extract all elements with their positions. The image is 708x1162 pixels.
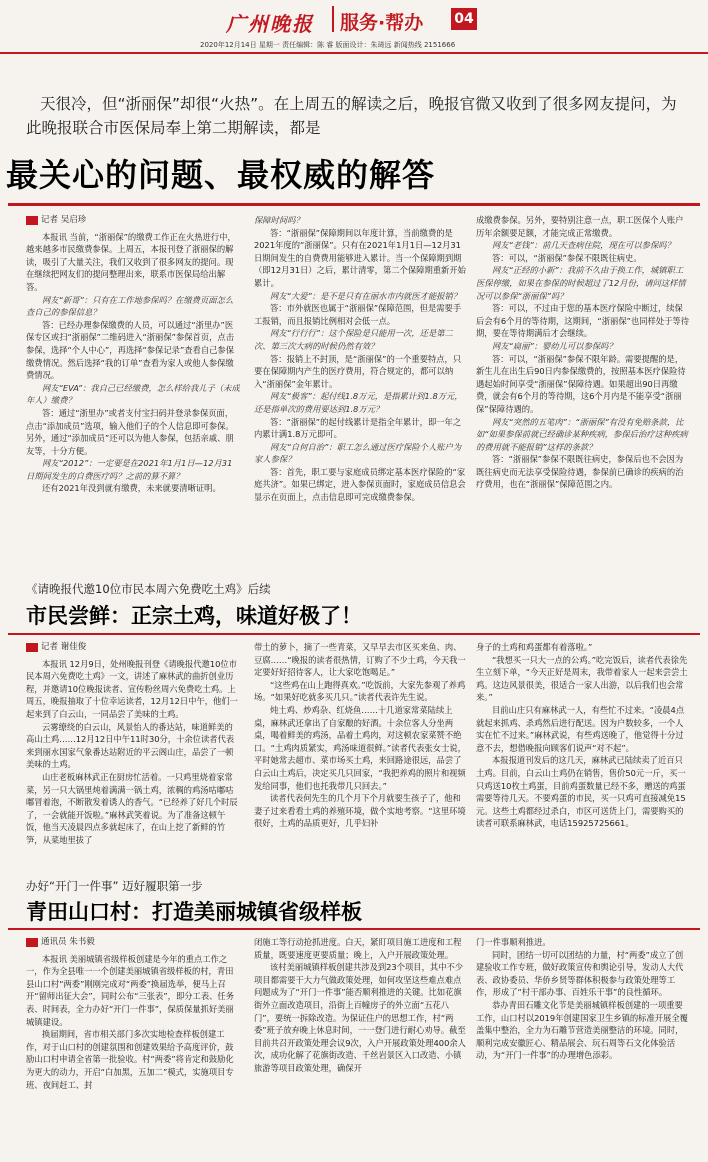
story2-column-2 — [254, 641, 468, 865]
paragraph: 网友“极客”：起付线1.8万元，是指累计到1.8万元，还是指单次的费用要达到1.8万元？ — [254, 391, 463, 414]
story3-column-3-body — [476, 936, 690, 1062]
paragraph: 门一件事顺利推进。 — [476, 937, 551, 947]
masthead-info: 2020年12月14日 星期一 责任编辑：陈 睿 版面设计：朱琦远 新闻热线 2151666 — [200, 41, 456, 49]
story1-column-2-body — [254, 214, 468, 504]
paragraph: 保障时间吗？ — [254, 215, 304, 225]
paragraph: 恭办青田石雕文化节是美丽城镇样板创建的一项重要工作，山口村以2019年创建国家卫生乡镇的标准开展全覆盖集中整治，全力为石雕节营造美丽整洁的环境。同时，顺利完成安徽匠心、精品展会、玩石周等石文化体验活动，为“开门一件事”的办理增色添彩。 — [476, 999, 688, 1061]
section-title: 服务·帮办 — [340, 12, 424, 34]
byline-text: 记者 吴启珍 — [41, 215, 87, 225]
story2-column-2-body — [254, 641, 468, 830]
paragraph: 答：可以，“浙丽保”参保不限既往病史。 — [492, 252, 642, 263]
story3-column-1 — [26, 936, 240, 1156]
byline-text: 记者 谢佳俊 — [41, 642, 87, 652]
story1-column-1-body — [26, 231, 240, 495]
paragraph: 答：已经办理参保缴费的人员，可以通过“浙里办”医保专区或扫“浙丽保”二维码进入“浙丽保”参保首页，点击参保，选择“个人中心”，再选择“参保记录”查看自己参保缴费情况。然后选择“我的订单”查看为家人或他人参保缴费情况。 — [26, 319, 235, 381]
paragraph: 换届期间，省市相关部门多次实地检查样板创建工作，对于山口村的创建氛围和创建效果给予高度评价，鼓励山口村申请全省第一批验收。村“两委”将肯定和鼓励化为更大的动力，开启“白加黑，五加二”模式，实施项目专班、夜间赶工、封 — [26, 1029, 234, 1090]
story3-byline — [26, 936, 240, 949]
story1-column-1 — [26, 214, 240, 544]
paragraph: 网友“扁丽”：婴幼儿可以参保吗？ — [492, 340, 617, 351]
story1-column-2 — [254, 214, 468, 544]
byline-marker-icon — [26, 938, 38, 947]
masthead — [0, 0, 708, 52]
story1-headline: 最关心的问题、最权威的解答 — [6, 156, 436, 194]
paragraph: 炖土鸡、炒鸡杂、红烧鱼……十几道家常菜陆续上桌，麻林武还拿出了自家酿的好酒。十余位客人分坐两桌，喝着鲜美的鸡汤，品着土鸡肉，对这顿农家菜赞不绝口。“土鸡肉质紧实，鸡汤味道很鲜。”读者代表张女士说，平时她常去超市、菜市场买土鸡，来回路途很远，品尝了白云山土鸡后，决定买几只回家，“我把养鸡的照片和视频发给同事，他们也托我带几只回去。” — [254, 704, 466, 791]
story1-byline — [26, 214, 240, 227]
paragraph: 还有2021年没到就有缴费，未来就要清晰证明。 — [42, 483, 221, 494]
paragraph: “我想买一只大一点的公鸡。”吃完饭后，读者代表徐先生立刻下单，“今天正好是周末，我带着家人一起来尝尝土鸡。这边风景很美，很适合一家人出游，以后我们也会常来。” — [476, 654, 688, 703]
paragraph: 山庄老板麻林武正在厨房忙活着。一只鸡里烧着家常菜，另一只大锅里炖着满满一锅土鸡，浓稠的鸡汤咕嘟咕嘟冒着泡，不断散发着诱人的香气。“已经养了好几个时辰了，一会就能开饭啦。”麻林武笑着说。为了准备这顿午饭，他当天凌晨四点多就起床了，在山上挖了新鲜的竹笋，从菜地里拔了 — [26, 771, 238, 845]
story3-kicker: 办好“开门一件事” 迈好履职第一步 — [26, 879, 203, 893]
paragraph: 本报讯 当前，“浙丽保”的缴费工作正在火热进行中，越来越多市民缴费参保。上周五，本报刊登了浙丽保的解读，吸引了大量关注，我们又收到了很多网友的提问。现在继续把网友们的提问整理出来，联系市医保局给出解答。 — [26, 231, 236, 292]
paragraph: 本报讯 12月9日，处州晚报刊登《请晚报代邀10位市民本周六免费吃土鸡》一文，讲述了麻林武的曲折创业历程，并邀请10位晚报读者、宣传粉丝周六免费吃土鸡。上周五，晚报抽取了十位幸运读者，12月12日中午，他们一起来到了白云山，一同品尝了美味的土鸡。 — [26, 658, 238, 719]
paragraph: 云雾缭绕的白云山，风景怡人的番达站，味道鲜美的高山土鸡……12月12日中午11时30分，十余位读者代表来到丽水国家气象番达站附近的平云阁山庄，品尝了一顿美味的土鸡。 — [26, 721, 235, 770]
paragraph: 目前山庄只有麻林武一人，有些忙不过来。“凌晨4点就起来抓鸡、杀鸡然后进行配送。因为户数较多，一个人实在忙不过来。”麻林武说，有些鸡送晚了，他觉得十分过意不去，想借晚报向顾客们说声“对不起”。 — [476, 704, 685, 753]
story3-column-2-body — [254, 936, 468, 1075]
paragraph: 答：“浙丽保”的起付线累计是指全年累计，即一年之内累计满1.8万元即可。 — [254, 416, 462, 440]
story2-kicker: 《请晚报代邀10位市民本周六免费吃土鸡》后续 — [26, 582, 271, 596]
paragraph: 闭施工等行动抢抓进度。白天，紧盯项目施工进度和工程质量，既要速度更要质量；晚上，入户开展政策处理。 — [254, 937, 462, 960]
story2-column-3-body — [476, 641, 690, 830]
paragraph: 答：“浙丽保”保障期间以年度计算，当前缴费的是2021年度的“浙丽保”。只有在2021年1月1日—12月31日期间发生的自费费用能够进入累计。当一个保障期到期（即12月31日）之后，累计清零，第二个保障期重新开始累计。 — [254, 227, 466, 288]
story2-byline — [26, 641, 240, 654]
story2-headline: 市民尝鲜：正宗土鸡，味道好极了！ — [26, 604, 362, 628]
story2-column-1-body — [26, 658, 240, 847]
story3-headline: 青田山口村：打造美丽城镇省级样板 — [26, 900, 362, 924]
story1-column-3 — [476, 214, 690, 544]
paragraph: 网友“EVA”：我自己已经缴费，怎么样给我儿子（未成年人）缴费？ — [26, 382, 240, 406]
paragraph: 网友“老钱”：前几天查病住院，现在可以参保吗？ — [492, 240, 675, 251]
paragraph: 网友“自何自治”：职工怎么通过医疗保险个人账户为家人参保？ — [254, 441, 462, 465]
story3-rule — [8, 928, 700, 930]
paragraph: 网友“突然的五笔肉”：“浙丽保”有没有免赔条款，比如“如果参保前就已经确诊某种疾病，参保后治疗这种疾病的费用就不能报销”这样的条款？ — [476, 416, 688, 452]
story1-rule — [8, 203, 700, 206]
paragraph: 答：“浙丽保”参保不限既往病史，参保后也不会因为既往病史而无法享受保险待遇，参保前已确诊的疾病的治疗费用，也在“浙丽保”保障范围之内。 — [476, 454, 684, 490]
paragraph: 答：可以，不过由于您的基本医疗保险中断过，续保后会有6个月的等待期，这期间，“浙丽保”也同样处于等待期，要在等待期满后才会继续。 — [476, 303, 690, 339]
story2-column-3 — [476, 641, 690, 865]
story1-intro: 天很冷，但“浙丽保”却很“火热”。在上周五的解读之后，晚报官微又收到了很多网友提问，为此晚报联合市医保局奉上第二期解读，都是 — [26, 95, 677, 137]
story2-column-1 — [26, 641, 240, 865]
story3-column-2 — [254, 936, 468, 1156]
paragraph: 成缴费参保。另外，要特别注意一点，职工医保个人账户历年余额要足额，才能完成正常缴费。 — [476, 215, 684, 238]
paragraph: 答：可以，“浙丽保”参保不限年龄。需要提醒的是，新生儿在出生后90日内参保缴费的，按照基本医疗保险待遇起始时间享受“浙丽保”保障待遇。如果超出90日再缴费，就会有6个月的等待期，这6个月内是不能享受“浙丽保”保障待遇的。 — [476, 353, 686, 414]
paragraph: “这些鸡在山上跑得真欢。”吃饭前，大家先参观了养鸡场。“如果好吃就多买几只。”读者代表许先生说。 — [254, 679, 466, 703]
byline-marker-icon — [26, 216, 38, 225]
paragraph: 网友“大爱”：是不是只有在丽水市内就医才能报销？ — [270, 290, 462, 301]
paragraph: 该村美丽城镇样板创建共涉及到23个项目，其中不少项目都需要干大力气做政策处理，如何攻坚这些难点难点问题成为了“开门一件事”能否顺利推进的关键。比如花旗街外立面改造项目，沿街上百幢房子的外立面“五花八门”，要统一拆除改造。为保证住户的思想工作，村“两委”班子放弃晚上休息时间，一一登门进行耐心劝导。截至目前共召开政策处理会议9次，入户开展政策处理400余人次，成功化解了花旗街改造、千丝岩景区入口改造、小镇旅游等项目政策处理，确保开 — [254, 962, 466, 1073]
story1-column-3-body — [476, 214, 690, 491]
byline-marker-icon — [26, 643, 38, 652]
paragraph: 网友“2012”：一定要是在2021年1月1日—12月31日期间发生的自费医疗吗？之前的算不算？ — [26, 458, 233, 481]
paragraph: 读者代表何先生的几个月下个月就要生孩子了，他和妻子过来看看土鸡的养殖环境，做个实地考察。“这里环境很好，土鸡的品质更好，几乎妇补 — [254, 793, 466, 829]
paragraph: 网友“正经的小新”：我前不久由于换工作，城镇职工医保停缴，如果在参保的时候超过了12月份，请问这样情况可以参保“浙丽保”吗？ — [476, 265, 686, 301]
paragraph: 答：报销上不封顶，是“浙丽保”的一个重要特点，只要在保障期内产生的医疗费用，符合规定的，都可以纳入“浙丽保”金年累计。 — [254, 353, 462, 389]
paragraph: 带土的萝卜，摘了一些青菜，又早早去市区买来鱼、肉、豆腐……“晚报的读者很热情，订购了不少土鸡，今天我一定要好好招待客人，让大家吃饱喝足。” — [254, 642, 466, 678]
paragraph: 同时，团结一切可以团结的力量，村“两委”成立了创建验收工作专班，做好政策宣传和舆论引导，发动人大代表、政协委员、华侨乡贤等群体积极参与政策处理等工作，形成了“村干部办事、百姓乐干事”的良性循环。 — [476, 949, 684, 998]
paragraph: 本报报道刊发后的这几天，麻林武已陆续卖了近百只土鸡。目前，白云山土鸡仍在销售，售价50元一斤，买一只鸡送10枚土鸡蛋，目前鸡蛋数量已经不多，赠送的鸡蛋需要等待几天。不要鸡蛋的市民，买一只鸡可直接减免15元。这些土鸡都经过杀白，市区可送货上门，需要购买的读者可联系麻林武，电话15925725661。 — [476, 755, 686, 829]
masthead-divider — [332, 6, 334, 32]
paragraph: 身子的土鸡和鸡蛋都有着落啦。” — [476, 642, 593, 652]
story3-column-1-body — [26, 953, 240, 1092]
paragraph: 网友“行行行”：这个保险是只能用一次，还是第二次、第三次大病的时候仍然有效？ — [254, 328, 453, 351]
masthead-rule — [0, 52, 708, 54]
paragraph: 答：市外就医也属于“浙丽保”保障范围，但是需要手工报销，而且报销比例相对会低一点。 — [254, 303, 462, 326]
paragraph: 答：通过“浙里办”或者支付宝扫码并登录参保页面，点击“添加成员”选项，输入他们子的个人信息即可参保。另外，通过“添加成员”还可以为他人参保，包括亲戚、朋友等，十分方便。 — [26, 407, 234, 456]
page-number-badge: 04 — [451, 8, 477, 30]
story2-rule — [8, 633, 700, 635]
newspaper-logo: 广州晚报 — [226, 12, 314, 36]
byline-text: 通讯员 朱书毅 — [41, 937, 95, 947]
paragraph: 本报讯 美丽城镇省级样板创建是今年的重点工作之一，作为全县唯一一个创建美丽城镇省级样板的村，青田县山口村“两委”刚刚完成对“两委”换届选举，便马上召开“留师出征大会”，同时公布“三张表”，即分工表、任务表、时间表，全力办好“开门一件事”，保质保量抓好美丽城镇建设。 — [26, 953, 235, 1027]
paragraph: 网友“新哥”：只有在工作地参保吗？在缴费页面怎么查自己的参保信息？ — [26, 294, 234, 318]
story3-column-3 — [476, 936, 690, 1156]
paragraph: 答：首先，职工要与家庭成员绑定基本医疗保险的“家庭共济”。如果已绑定，进入参保页面时，家庭成员信息会显示在页面上，点击信息即可完成缴费参保。 — [254, 466, 466, 503]
